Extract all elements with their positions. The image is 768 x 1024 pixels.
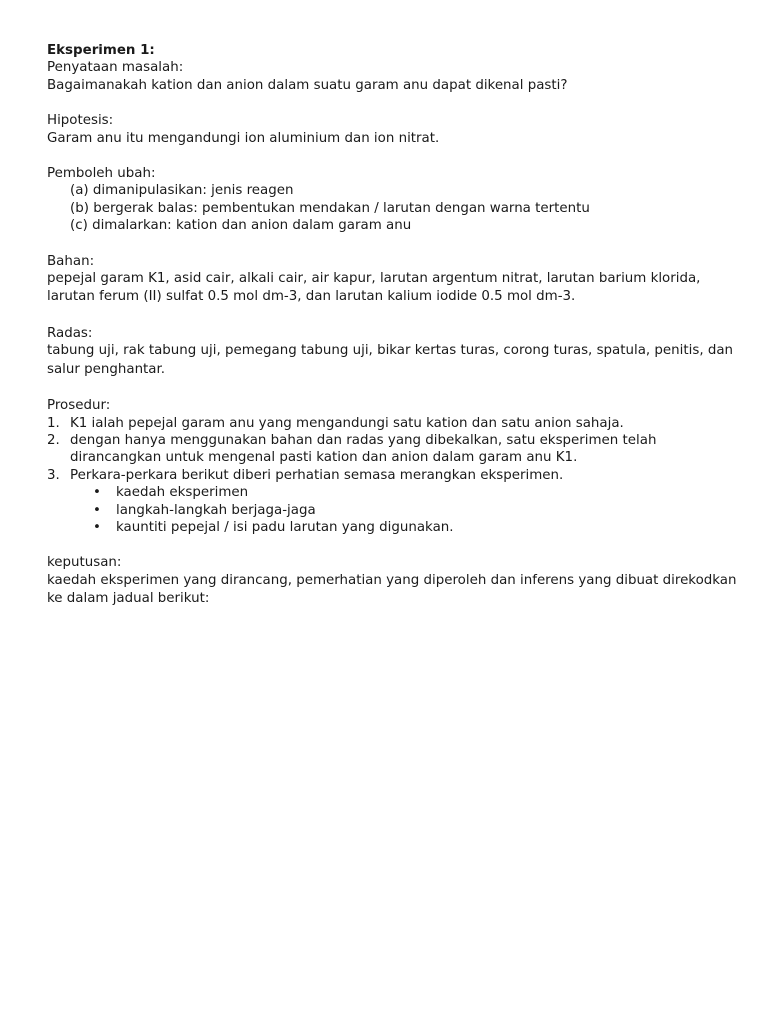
procedure-step-number: 3. — [47, 467, 60, 483]
variable-item: (c) dimalarkan: kation dan anion dalam garam anu — [70, 218, 412, 234]
procedure-bullet-list — [47, 484, 737, 536]
bullet-icon: • — [93, 485, 101, 501]
procedure-bullet-text: kaedah eksperimen — [116, 485, 249, 501]
procedure-bullet-item — [93, 519, 737, 536]
variables-label: Pemboleh ubah: — [47, 166, 156, 182]
procedure-step-number: 2. — [47, 432, 60, 448]
materials-text: pepejal garam K1, asid cair, alkali cair, air kapur, larutan argentum nitrat, larutan barium klorida, larutan ferum (II) sulfat 0.5 mol dm-3, dan larutan kalium iodide 0.5 mol dm-3. — [47, 271, 701, 305]
variables-list — [47, 182, 737, 234]
materials-label: Bahan: — [47, 253, 95, 269]
procedure-bullet-text: kauntiti pepejal / isi padu larutan yang digunakan. — [116, 519, 454, 535]
procedure-label: Prosedur: — [47, 398, 111, 414]
hypothesis-label: Hipotesis: — [47, 113, 114, 129]
procedure-step-text: Perkara-perkara berikut diberi perhatian semasa merangkan eksperimen. — [70, 467, 564, 483]
procedure-step — [47, 432, 737, 467]
procedure-bullet-text: langkah-langkah berjaga-jaga — [116, 502, 316, 518]
procedure-step — [47, 415, 737, 432]
bullet-icon: • — [93, 502, 101, 518]
procedure-step — [47, 467, 737, 484]
procedure-bullet-item — [93, 484, 737, 501]
hypothesis-text: Garam anu itu mengandungi ion aluminium dan ion nitrat. — [47, 130, 440, 146]
results-label: keputusan: — [47, 555, 122, 571]
variable-item: (b) bergerak balas: pembentukan mendakan / larutan dengan warna tertentu — [70, 200, 590, 216]
results-text: kaedah eksperimen yang dirancang, pemerhatian yang diperoleh dan inferens yang dibuat direkodkan ke dalam jadual berikut: — [47, 572, 737, 607]
bullet-icon: • — [93, 519, 101, 535]
apparatus-label: Radas: — [47, 325, 93, 341]
variable-item: (a) dimanipulasikan: jenis reagen — [70, 183, 294, 199]
procedure-list — [47, 415, 737, 485]
problem-label: Penyataan masalah: — [47, 60, 184, 76]
procedure-step-text: K1 ialah pepejal garam anu yang mengandungi satu kation dan satu anion sahaja. — [70, 415, 624, 431]
document-page — [47, 42, 737, 609]
apparatus-text: tabung uji, rak tabung uji, pemegang tabung uji, bikar kertas turas, corong turas, spatula, penitis, dan salur penghantar. — [47, 343, 734, 377]
problem-text: Bagaimanakah kation dan anion dalam suatu garam anu dapat dikenal pasti? — [47, 77, 568, 93]
procedure-step-number: 1. — [47, 415, 60, 431]
procedure-bullet-item — [93, 502, 737, 519]
experiment-title: Eksperimen 1: — [47, 43, 155, 58]
procedure-step-text: dengan hanya menggunakan bahan dan radas yang dibekalkan, satu eksperimen telah dirancangkan untuk mengenal pasti kation dan anion dalam garam anu K1. — [70, 432, 657, 466]
